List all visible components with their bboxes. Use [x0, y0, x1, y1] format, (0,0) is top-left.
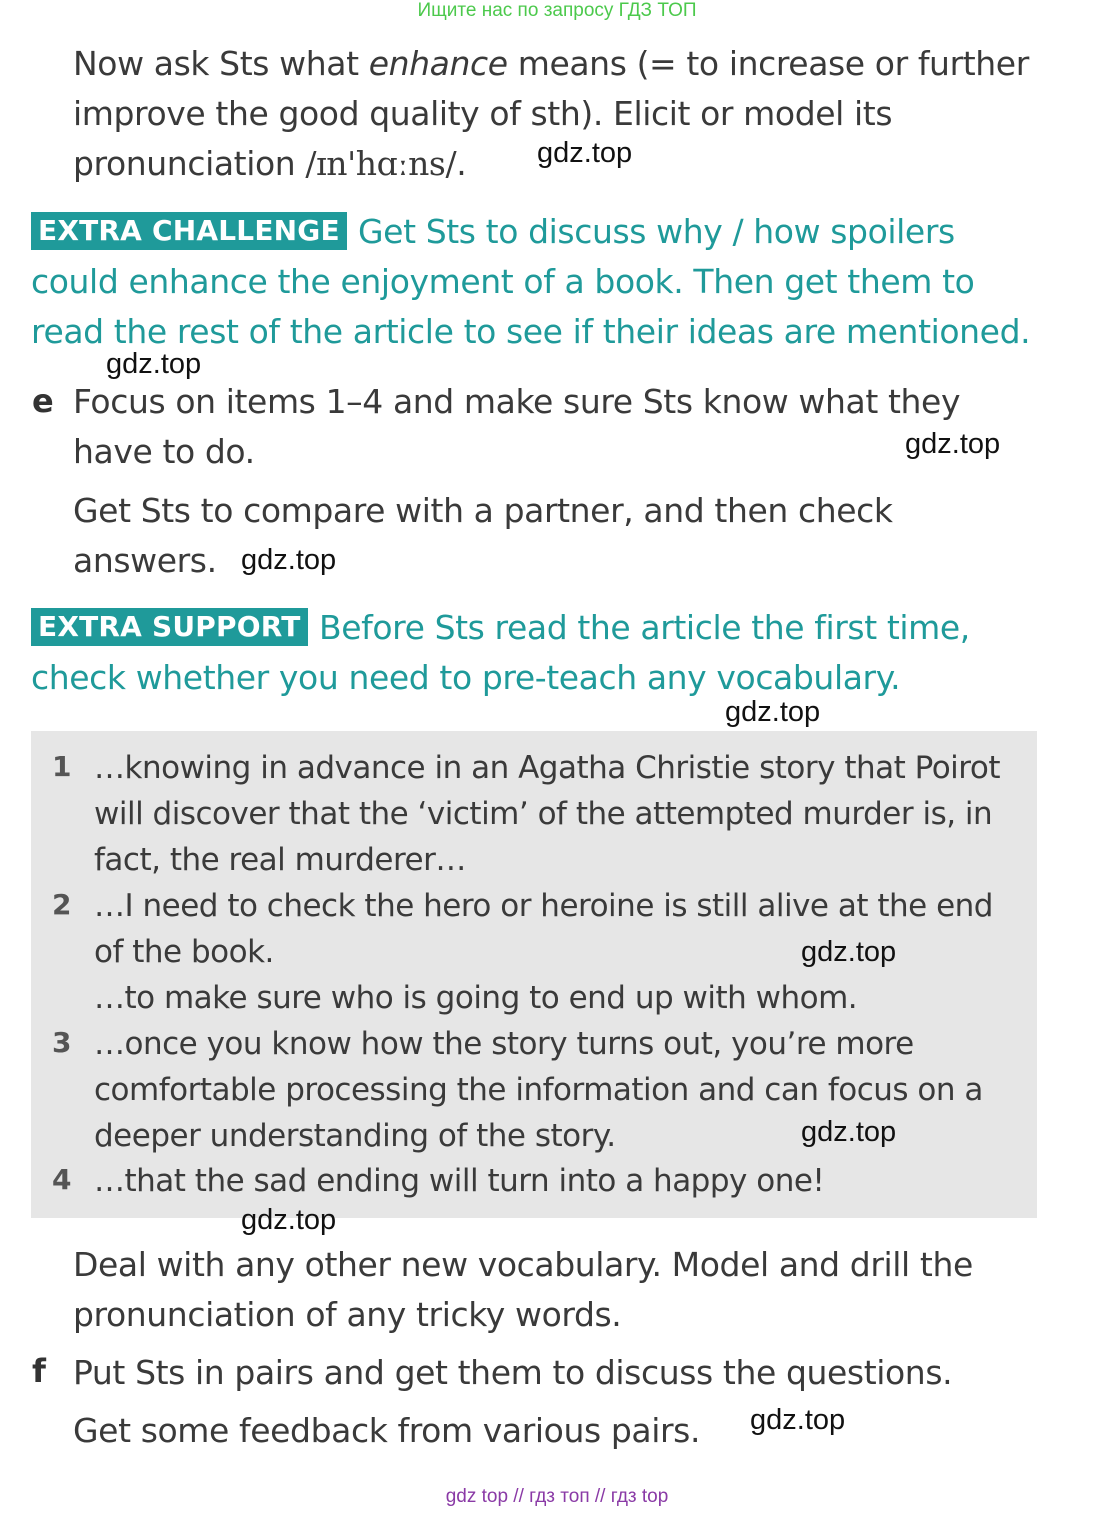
- extra-challenge-line-3: read the rest of the article to see if their ideas are mentioned.: [31, 312, 1031, 351]
- extra-challenge-line-2: could enhance the enjoyment of a book. Then get them to: [31, 262, 975, 301]
- intro-line-3: pronunciation /ɪn'hɑːns/.: [73, 144, 467, 183]
- deal-line-1: Deal with any other new vocabulary. Model and drill the: [73, 1245, 973, 1284]
- extra-support-line-1: Before Sts read the article the first time,: [319, 608, 970, 647]
- watermark: gdz.top: [106, 348, 202, 380]
- section-letter-e: e: [32, 382, 54, 420]
- watermark: gdz.top: [537, 137, 633, 169]
- section-f-line-1: Put Sts in pairs and get them to discuss the questions.: [73, 1353, 953, 1392]
- watermark: gdz.top: [241, 1204, 337, 1236]
- answer-3-line-3: deeper understanding of the story.: [94, 1118, 616, 1154]
- answer-2-line-1: …I need to check the hero or heroine is still alive at the end: [94, 888, 993, 924]
- intro-line-2: improve the good quality of sth). Elicit or model its: [73, 94, 893, 133]
- footer-links: gdz top // гдз топ // гдз top: [445, 1486, 669, 1507]
- extra-challenge-badge: EXTRA CHALLENGE: [31, 212, 347, 250]
- answer-3-line-1: …once you know how the story turns out, you’re more: [94, 1026, 914, 1062]
- answer-number-2: 2: [52, 888, 72, 921]
- answer-4-line-1: …that the sad ending will turn into a happy one!: [94, 1163, 825, 1199]
- section-e-line-3: Get Sts to compare with a partner, and then check: [73, 491, 893, 530]
- answer-1-line-3: fact, the real murderer…: [94, 842, 466, 878]
- section-e-line-1: Focus on items 1–4 and make sure Sts know what they: [73, 382, 961, 421]
- section-f-line-2: Get some feedback from various pairs.: [73, 1411, 701, 1450]
- extra-support-badge: EXTRA SUPPORT: [31, 608, 308, 646]
- answer-number-4: 4: [52, 1163, 72, 1196]
- answer-number-3: 3: [52, 1026, 72, 1059]
- answer-number-1: 1: [52, 750, 72, 783]
- extra-challenge-line-1: Get Sts to discuss why / how spoilers: [358, 212, 955, 251]
- answer-1-line-1: …knowing in advance in an Agatha Christie story that Poirot: [94, 750, 1000, 786]
- answer-2-line-2: of the book.: [94, 934, 274, 970]
- watermark: gdz.top: [801, 936, 897, 968]
- watermark: gdz.top: [725, 696, 821, 728]
- top-banner: Ищите нас по запросу ГДЗ ТОП: [417, 0, 697, 21]
- watermark: gdz.top: [801, 1116, 897, 1148]
- phonetic-transcription: /ɪn'hɑːns/: [305, 144, 457, 183]
- answer-1-line-2: will discover that the ‘victim’ of the attempted murder is, in: [94, 796, 993, 832]
- section-e-line-2: have to do.: [73, 432, 255, 471]
- section-letter-f: f: [32, 1352, 46, 1390]
- watermark: gdz.top: [750, 1404, 846, 1436]
- extra-support-line-2: check whether you need to pre-teach any vocabulary.: [31, 658, 901, 697]
- watermark: gdz.top: [905, 428, 1001, 460]
- section-e-line-4: answers.: [73, 541, 217, 580]
- deal-line-2: pronunciation of any tricky words.: [73, 1295, 622, 1334]
- intro-line-1: Now ask Sts what enhance means (= to increase or further: [73, 44, 1029, 83]
- watermark: gdz.top: [241, 544, 337, 576]
- answer-2-line-3: …to make sure who is going to end up with whom.: [94, 980, 858, 1016]
- answer-3-line-2: comfortable processing the information and can focus on a: [94, 1072, 983, 1108]
